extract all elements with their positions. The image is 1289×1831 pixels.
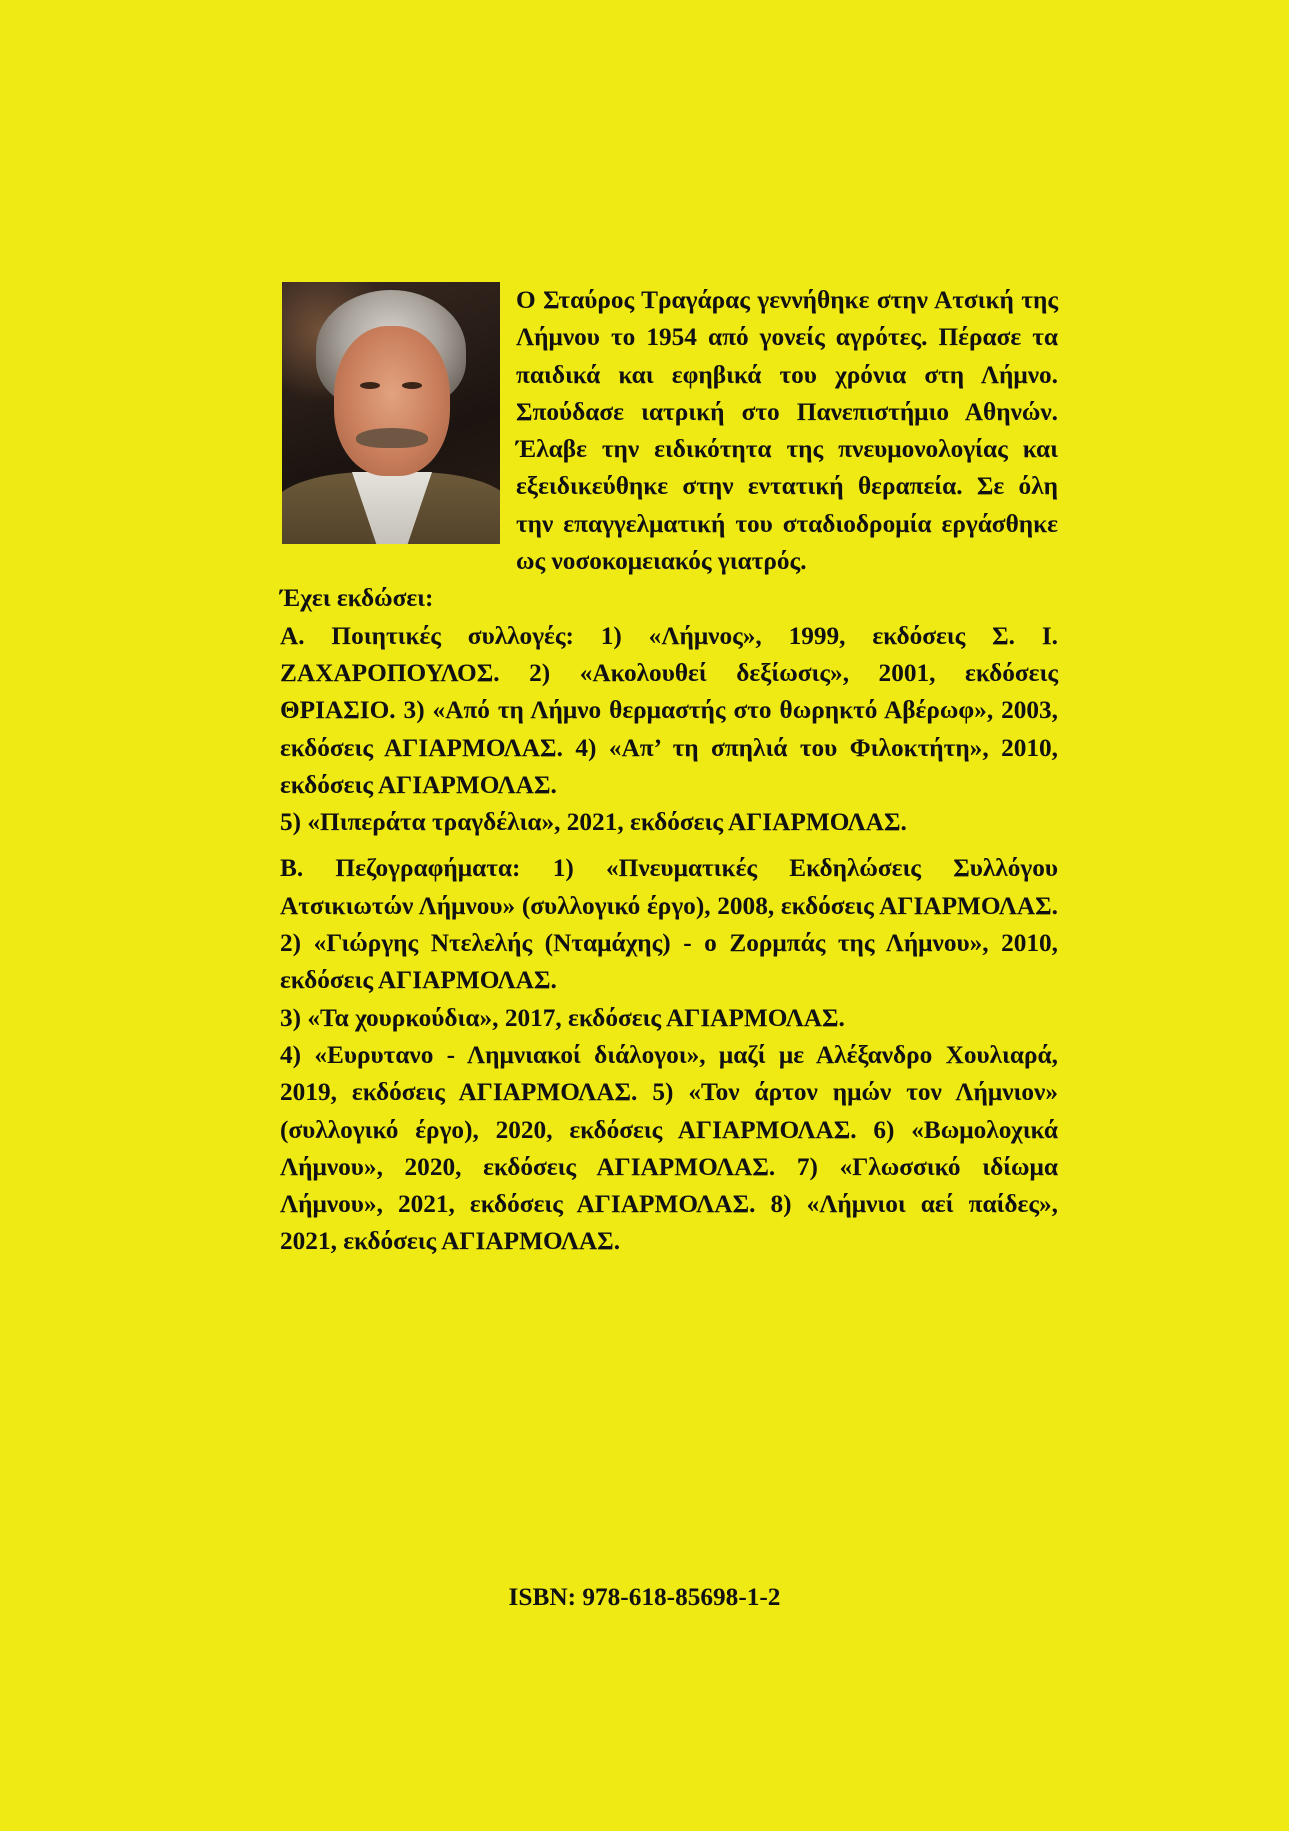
back-cover-text (280, 282, 1058, 1261)
poetry-item-5: 5) «Πιπεράτα τραγδέλια», 2021, εκδόσεις ΑΓΙΑΡΜΟΛΑΣ. (280, 808, 907, 837)
author-bio: Ο Σταύρος Τραγάρας γεννήθηκε στην Ατσική της Λήμνου το 1954 από γονείς αγρότες. Πέρασε τα παιδικά και εφηβικά του χρόνια στη Λήμνο. Σπούδασε ιατρική στο Πανεπιστήμιο Αθηνών. Έλαβε την ειδικότητα της πνευμονολογίας και εξειδικεύθηκε στην εντατική θεραπεία. Σε όλη την επαγγελματική του σταδιοδρομία εργάσθηκε ως νοσοκομειακός γιατρός. (516, 286, 1058, 576)
author-photo (282, 282, 500, 544)
publications-intro: Έχει εκδώσει: (280, 584, 434, 613)
prose-items-4-8: 4) «Ευρυτανο - Λημνιακοί διάλογοι», μαζί με Αλέξανδρο Χουλιαρά, 2019, εκδόσεις ΑΓΙΑΡΜΟΛΑΣ. 5) «Τον άρτον ημών τον Λήμνιον» (συλλογικό έργο), 2020, εκδόσεις ΑΓΙΑΡΜΟΛΑΣ. 6) «Βωμολοχικά Λήμνου», 2020, εκδόσεις ΑΓΙΑΡΜΟΛΑΣ. 7) «Γλωσσικό ιδίωμα Λήμνου», 2021, εκδόσεις ΑΓΙΑΡΜΟΛΑΣ. 8) «Λήμνιοι αεί παίδες», 2021, εκδόσεις ΑΓΙΑΡΜΟΛΑΣ. (280, 1040, 1058, 1256)
isbn: ISBN: 978-618-85698-1-2 (508, 1583, 781, 1611)
poetry-collections: Α. Ποιητικές συλλογές: 1) «Λήμνος», 1999, εκδόσεις Σ. Ι. ΖΑΧΑΡΟΠΟΥΛΟΣ. 2) «Ακολουθεί δεξίωσις», 2001, εκδόσεις ΘΡΙΑΣΙΟ. 3) «Από τη Λήμνο θερμαστής στο θωρηκτό Αβέρωφ», 2003, εκδόσεις ΑΓΙΑΡΜΟΛΑΣ. 4) «Απ’ τη σπηλιά του Φιλοκτήτη», 2010, εκδόσεις ΑΓΙΑΡΜΟΛΑΣ. (280, 621, 1058, 799)
prose-item-3: 3) «Τα χουρκούδια», 2017, εκδόσεις ΑΓΙΑΡΜΟΛΑΣ. (280, 1003, 845, 1032)
prose-works: Β. Πεζογραφήματα: 1) «Πνευματικές Εκδηλώσεις Συλλόγου Ατσικιωτών Λήμνου» (συλλογικό έργο), 2008, εκδόσεις ΑΓΙΑΡΜΟΛΑΣ. 2) «Γιώργης Ντελελής (Νταμάχης) - ο Ζορμπάς της Λήμνου», 2010, εκδόσεις ΑΓΙΑΡΜΟΛΑΣ. (280, 854, 1058, 995)
